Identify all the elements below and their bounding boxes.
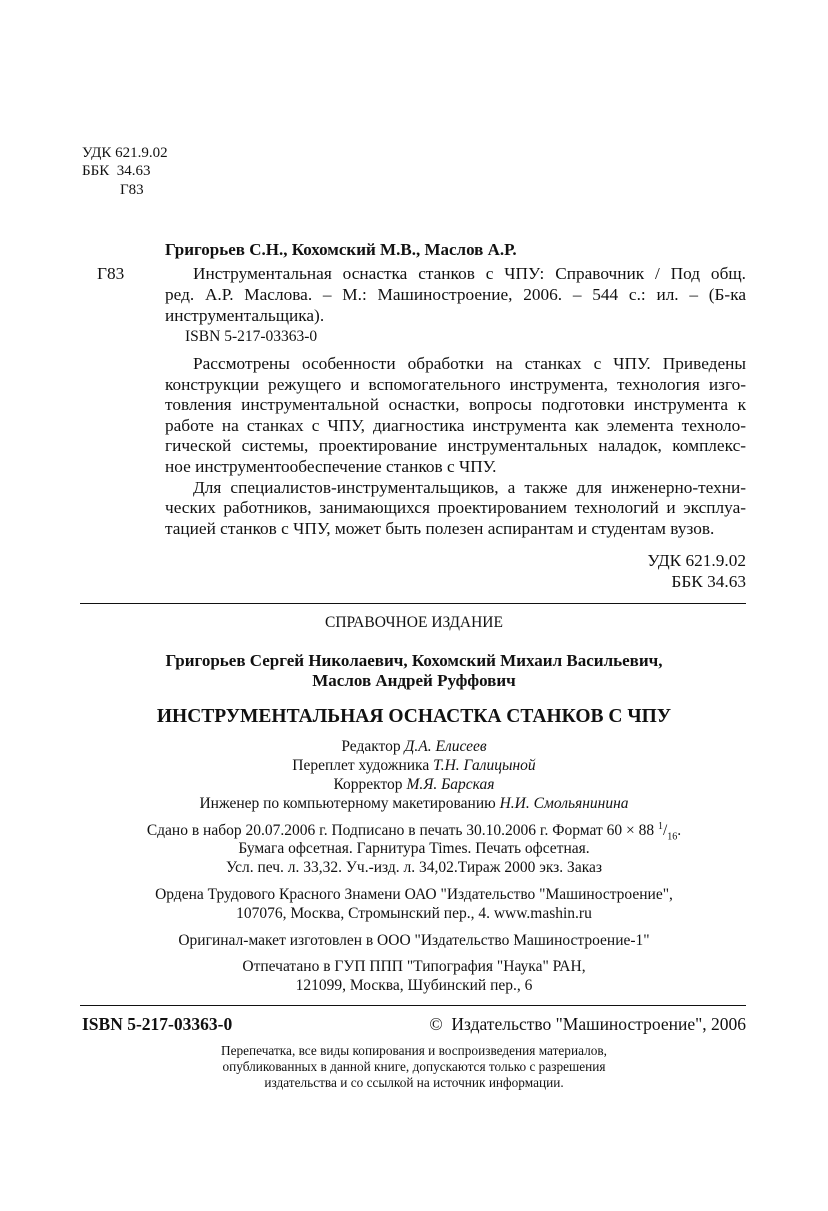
credit-editor [0,738,828,756]
credit-role: Переплет художника [292,757,430,774]
edition-type: СПРАВОЧНОЕ ИЗДАНИЕ [325,614,503,631]
catalog-description-line: Инструментальная оснастка станков с ЧПУ: Справочник / Под общ. [193,264,746,283]
credit-name: Т.Н. Галицыной [433,757,536,774]
printer-line: 121099, Москва, Шубинский пер., 6 [295,977,533,994]
credit-role: Редактор [341,738,401,755]
notice-line: опубликованных в данной книге, допускаются только с разрешения [222,1059,606,1074]
book-title: ИНСТРУМЕНТАЛЬНАЯ ОСНАСТКА СТАНКОВ С ЧПУ [156,706,672,727]
authors-full-line: Маслов Андрей Руффович [312,671,516,690]
print-details-line: Бумага офсетная. Гарнитура Times. Печать офсетная. [238,840,590,857]
divider-top [80,603,746,604]
footer-isbn: ISBN 5-217-03363-0 [82,1014,233,1034]
header-author-mark: Г83 [120,182,144,198]
print-details-text: Сдано в набор 20.07.2006 г. Подписано в печать 30.10.2006 г. Формат 60 × 88 [146,822,655,840]
abstract-line: ное инструментообеспечение станков с ЧПУ. [165,457,497,476]
format-denominator: 16 [667,831,678,843]
format-numerator: 1 [657,821,663,832]
catalog-isbn: ISBN 5-217-03363-0 [185,328,318,345]
notice-line: Перепечатка, все виды копирования и воспроизведения материалов, [221,1043,607,1058]
abstract-line: работе на станках с ЧПУ, диагностика инструмента как элемента техноло- [165,416,746,435]
header-bbk: ББК 34.63 [82,163,151,179]
catalog-udk: УДК 621.9.02 [647,551,746,570]
notice-line: издательства и со ссылкой на источник информации. [264,1075,564,1090]
abstract-line: Рассмотрены особенности обработки на станках с ЧПУ. Приведены [193,354,746,373]
credit-role: Инженер по компьютерному макетированию [199,795,496,812]
credit-cover-artist [0,757,828,775]
catalog-authors: Григорьев С.Н., Кохомский М.В., Маслов А.Р. [165,240,517,259]
credit-name: Д.А. Елисеев [404,738,487,755]
divider-bottom [80,1005,746,1006]
audience-line: Для специалистов-инструментальщиков, а также для инженерно-техни- [193,478,746,497]
publisher-line: 107076, Москва, Стромынский пер., 4. www.mashin.ru [236,905,592,922]
catalog-description-line: ред. А.Р. Маслова. – М.: Машиностроение, 2006. – 544 с.: ил. – (Б-ка [165,285,746,304]
header-udk: УДК 621.9.02 [82,145,168,161]
abstract-line: гической системы, проектирование инструментальных наладок, комплекс- [165,436,746,455]
abstract-line: товления инструментальной оснастки, вопросы подготовки инструмента к [165,395,746,414]
credit-proofreader [0,776,828,794]
format-end: . [677,822,682,840]
publisher-line: Ордена Трудового Красного Знамени ОАО "Издательство "Машиностроение", [155,886,673,903]
catalog-description-line: инструментальщика). [165,306,325,325]
credit-role: Корректор [333,776,403,793]
catalog-bbk: ББК 34.63 [671,572,746,591]
credit-layout-engineer [0,795,828,813]
authors-full-line: Григорьев Сергей Николаевич, Кохомский Михаил Васильевич, [165,651,663,670]
printer-line: Отпечатано в ГУП ППП "Типография "Наука" РАН, [242,958,586,975]
footer-copyright: © Издательство "Машиностроение", 2006 [429,1014,746,1034]
print-details-line: Усл. печ. л. 33,32. Уч.-изд. л. 34,02.Тираж 2000 экз. Заказ [226,859,602,876]
audience-line: ческих работников, занимающихся проектированием технологий и эксплуа- [165,498,746,517]
layout-line: Оригинал-макет изготовлен в ООО "Издательство Машиностроение-1" [178,932,650,949]
print-details-line: Сдано в набор 20.07.2006 г. Подписано в печать 30.10.2006 г. Формат 60 × 88 $^1/_{16}$. [146,821,682,843]
catalog-mark: Г83 [97,264,125,283]
credit-name: Н.И. Смольянинина [499,795,629,812]
abstract-line: конструкции режущего и вспомогательного инструмента, технология изго- [165,375,746,394]
credit-name: М.Я. Барская [406,776,495,793]
audience-line: тацией станков с ЧПУ, может быть полезен аспирантам и студентам вузов. [165,519,715,538]
